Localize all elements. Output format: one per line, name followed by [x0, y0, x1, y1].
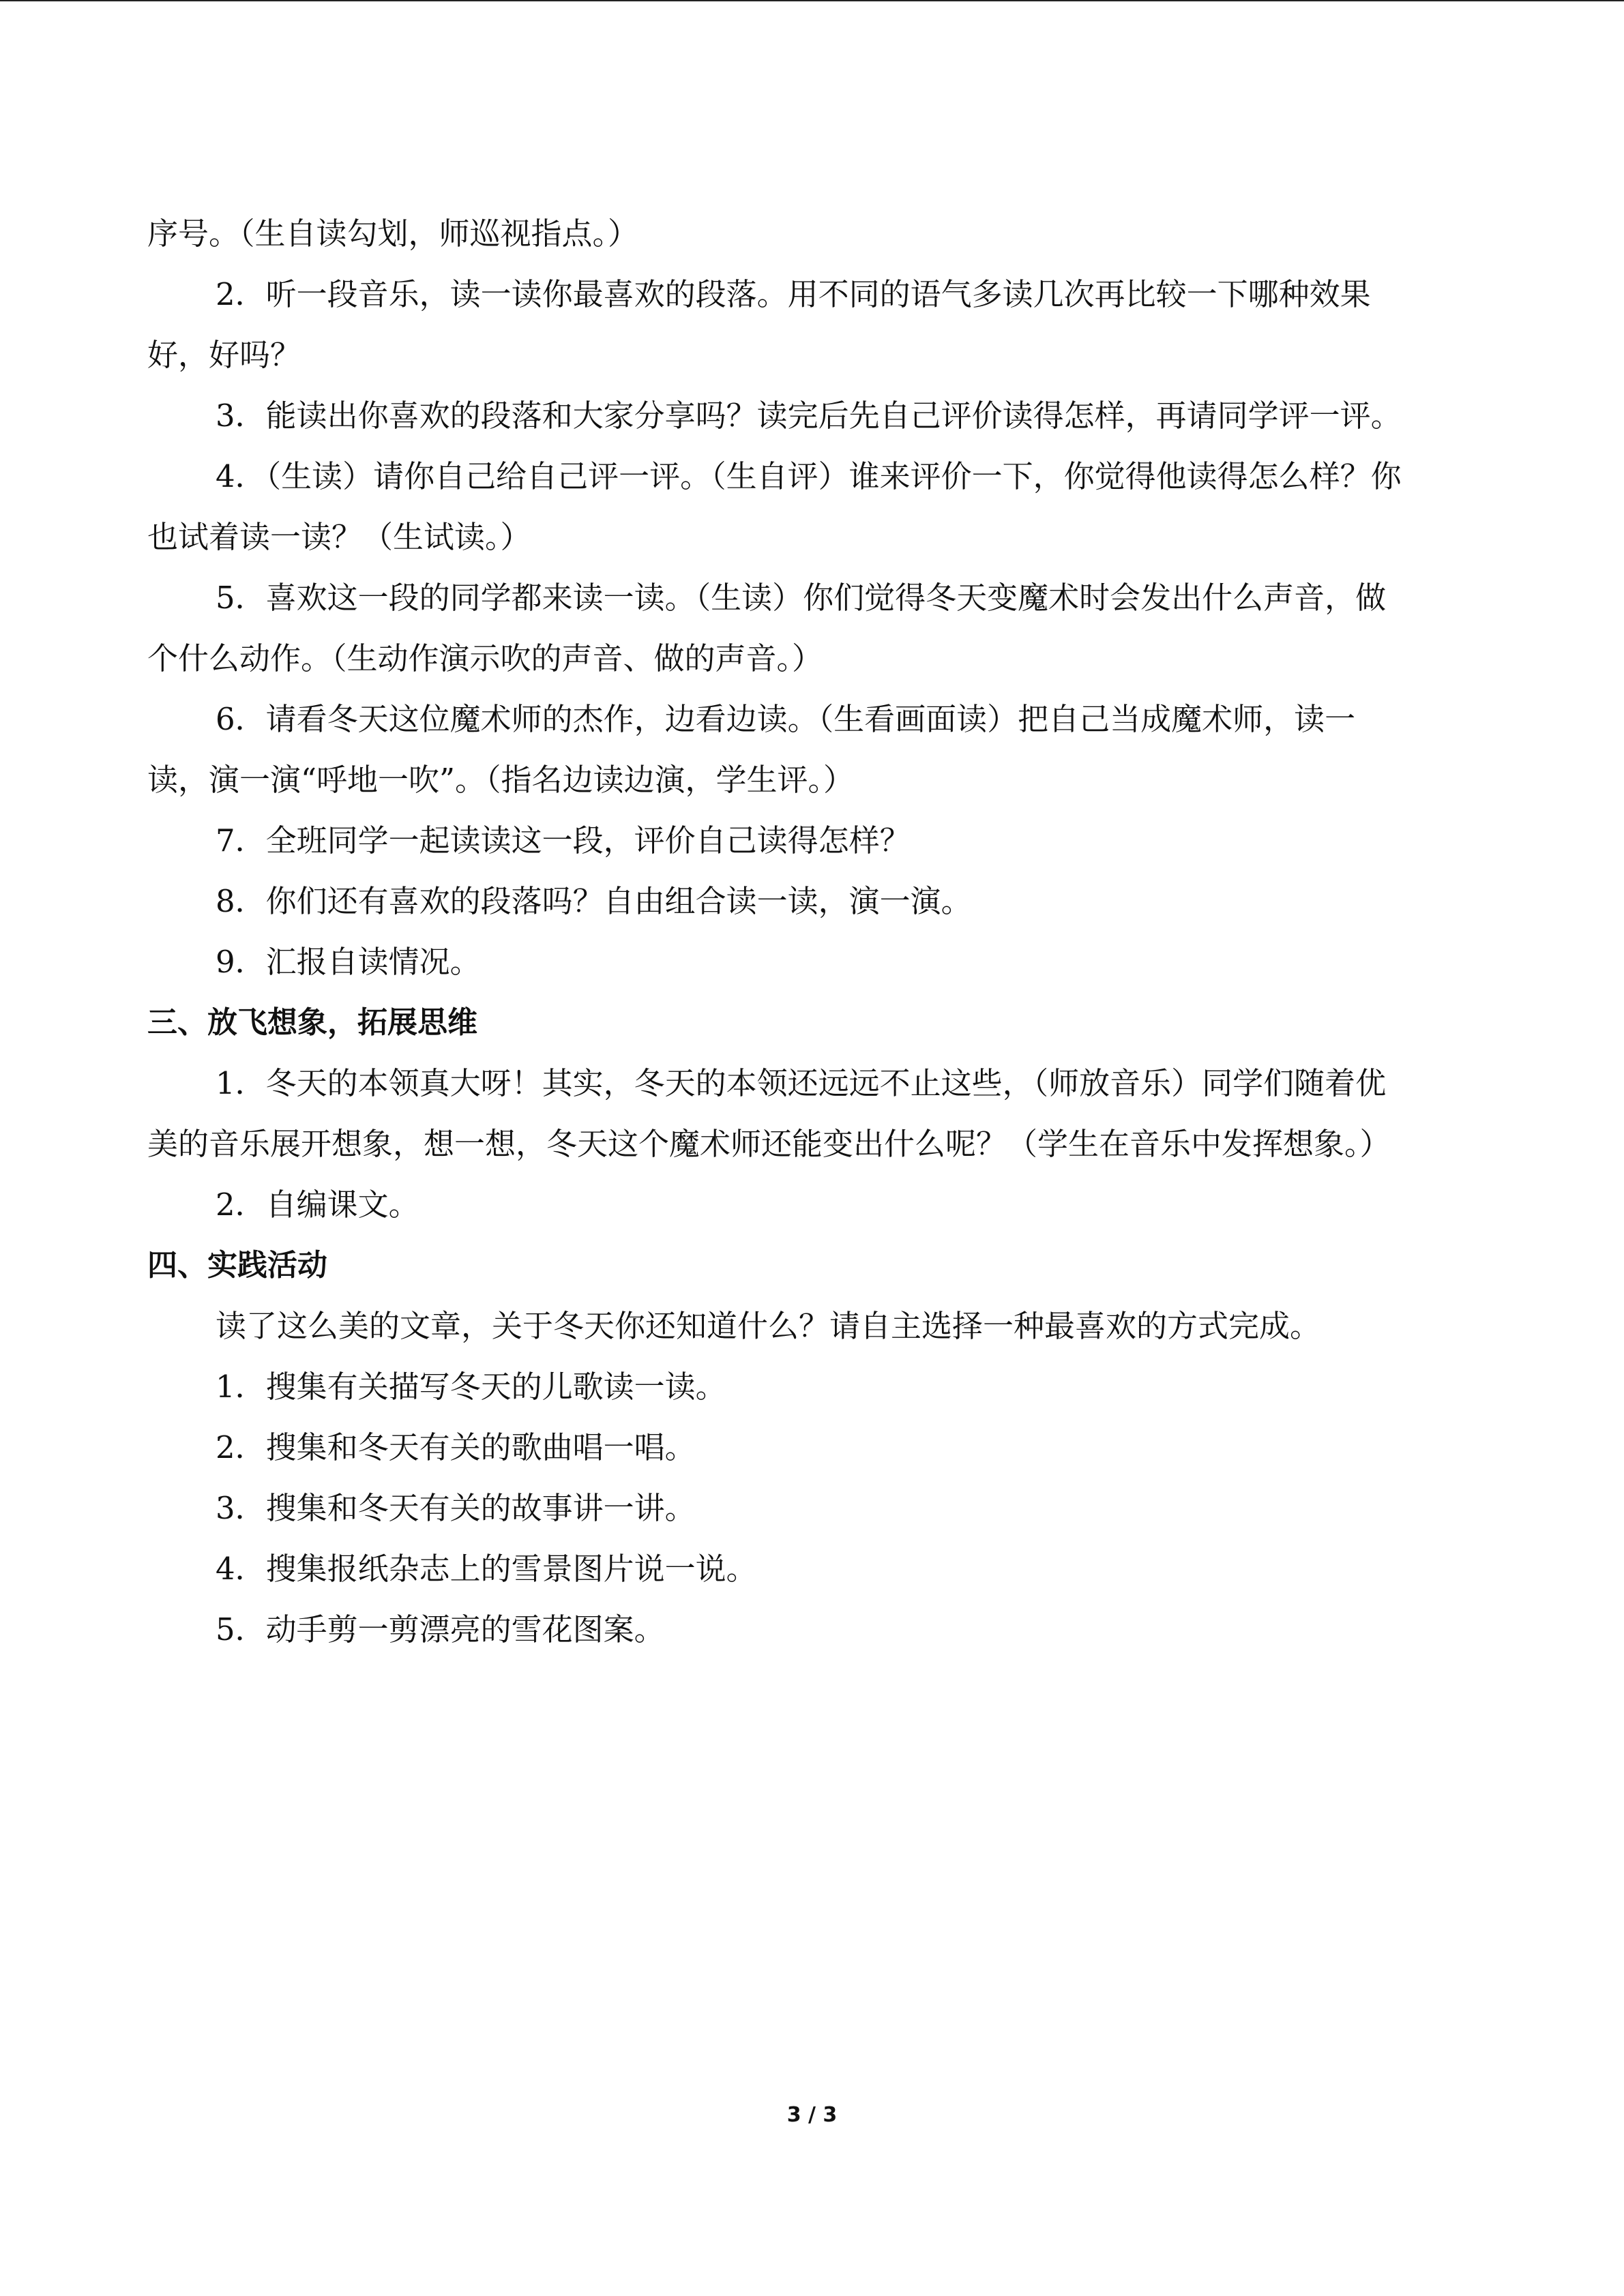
paragraph-line: 美的音乐展开想象，想一想，冬天这个魔术师还能变出什么呢？（学生在音乐中发挥想象。）	[147, 1126, 1391, 1162]
list-item-5: 5．喜欢这一段的同学都来读一读。（生读）你们觉得冬天变魔术时会发出什么声音，做	[216, 580, 1387, 616]
top-border-line	[0, 0, 1624, 1]
section-heading-4: 四、实践活动	[147, 1248, 327, 1283]
page-number: 3 / 3	[786, 2103, 838, 2127]
list-item-1: 1．冬天的本领真大呀！其实，冬天的本领还远远不止这些，（师放音乐）同学们随着优	[216, 1065, 1387, 1101]
list-item-4: 4．搜集报纸杂志上的雪景图片说一说。	[216, 1551, 757, 1587]
list-item-4: 4．（生读）请你自己给自己评一评。（生自评）谁来评价一下，你觉得他读得怎么样？你	[216, 458, 1402, 494]
list-item-1: 1．搜集有关描写冬天的儿歌读一读。	[216, 1369, 726, 1405]
paragraph-intro: 读了这么美的文章，关于冬天你还知道什么？请自主选择一种最喜欢的方式完成。	[216, 1308, 1321, 1344]
list-item-2: 2．听一段音乐，读一读你最喜欢的段落。用不同的语气多读几次再比较一下哪种效果	[216, 276, 1371, 312]
section-heading-3: 三、放飞想象，拓展思维	[147, 1005, 477, 1040]
list-item-7: 7．全班同学一起读读这一段，评价自己读得怎样？	[216, 822, 911, 859]
paragraph-line: 读，演一演“呼地一吹”。（指名边读边演，学生评。）	[147, 762, 855, 798]
list-item-3: 3．能读出你喜欢的段落和大家分享吗？读完后先自己评价读得怎样，再请同学评一评。	[216, 398, 1402, 434]
list-item-9: 9．汇报自读情况。	[216, 944, 481, 980]
list-item-2: 2．搜集和冬天有关的歌曲唱一唱。	[216, 1429, 696, 1465]
document-body	[147, 203, 1477, 1660]
list-item-8: 8．你们还有喜欢的段落吗？自由组合读一读，演一演。	[216, 883, 972, 919]
paragraph-line: 序号。（生自读勾划，师巡视指点。）	[147, 215, 639, 252]
list-item-5: 5．动手剪一剪漂亮的雪花图案。	[216, 1611, 665, 1648]
list-item-6: 6．请看冬天这位魔术师的杰作，边看边读。（生看画面读）把自己当成魔术师，读一	[216, 701, 1356, 737]
paragraph-line: 也试着读一读？（生试读。）	[147, 519, 531, 555]
list-item-2: 2．自编课文。	[216, 1187, 419, 1223]
paragraph-line: 好，好吗？	[147, 337, 301, 373]
list-item-3: 3．搜集和冬天有关的故事讲一讲。	[216, 1490, 696, 1526]
paragraph-line: 个什么动作。（生动作演示吹的声音、做的声音。）	[147, 640, 823, 676]
